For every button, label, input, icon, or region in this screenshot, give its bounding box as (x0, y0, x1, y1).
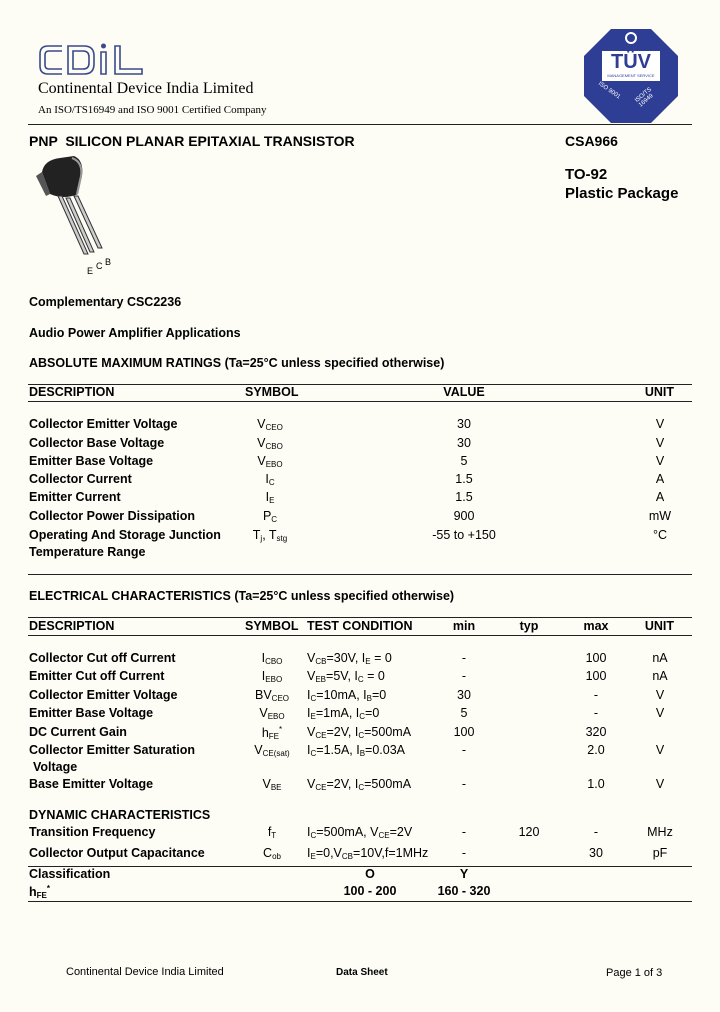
test-condition (307, 688, 386, 703)
elec-row (0, 825, 720, 843)
test-text: = 0 (363, 669, 385, 683)
elec-row (0, 777, 720, 795)
symbol-main: V (259, 706, 268, 720)
col-unit: UNIT (644, 619, 674, 633)
row-min: - (461, 777, 467, 791)
row-min: - (461, 846, 467, 860)
to92-package-drawing (28, 150, 128, 270)
symbol-sub: E (269, 496, 275, 505)
symbol-main: I (265, 472, 269, 486)
class-y-range: 160 - 320 (437, 884, 491, 898)
symbol (262, 651, 283, 666)
row-description: Emitter Base Voltage (29, 706, 154, 720)
test-text: V (307, 725, 316, 739)
elec-row (0, 725, 720, 743)
test-text: =0,V (315, 846, 342, 860)
complementary-note: Complementary CSC2236 (29, 295, 182, 309)
symbol (257, 417, 283, 432)
elec-top-rule (28, 617, 692, 618)
symbol-sub: CEO (271, 694, 290, 703)
test-sub: C (358, 731, 365, 740)
abs-max-row (0, 490, 720, 508)
row-unit: V (655, 417, 665, 431)
test-condition (307, 777, 411, 792)
test-text: =500mA, V (316, 825, 379, 839)
test-sub: C (357, 675, 364, 684)
row-unit: V (655, 454, 665, 468)
symbol-main: V (257, 417, 266, 431)
row-description: Operating And Storage Junction (29, 528, 221, 542)
symbol (265, 472, 274, 487)
certification-text: An ISO/TS16949 and ISO 9001 Certified Company (38, 104, 267, 116)
symbol-main: V (257, 436, 266, 450)
symbol (262, 669, 282, 684)
symbol-sub: EBO (265, 460, 283, 469)
col-test-condition: TEST CONDITION (307, 619, 413, 633)
row-unit: V (655, 706, 665, 720)
test-text: V (307, 651, 316, 665)
col-symbol: SYMBOL (245, 619, 299, 633)
col-description: DESCRIPTION (29, 619, 115, 633)
row-unit: mW (648, 509, 672, 523)
test-text: =5V, I (326, 669, 358, 683)
symbol (263, 509, 277, 524)
test-text: I (307, 743, 311, 757)
row-description: Collector Emitter Voltage (29, 688, 178, 702)
test-text: =0.03A (365, 743, 406, 757)
class-o-range: 100 - 200 (343, 884, 397, 898)
pin-label-c: C (96, 261, 103, 271)
row-unit: V (655, 743, 665, 757)
row-unit: V (655, 436, 665, 450)
elec-row (0, 688, 720, 706)
test-sub: CE (378, 831, 390, 840)
row-unit: nA (652, 651, 668, 665)
test-text: I (307, 846, 311, 860)
symbol-sub: C (268, 478, 275, 487)
col-symbol: SYMBOL (245, 385, 299, 399)
test-sub: E (310, 712, 316, 721)
test-text: =2V (389, 825, 413, 839)
test-condition (307, 651, 392, 666)
row-description: DC Current Gain (29, 725, 127, 739)
symbol-main: V (262, 777, 271, 791)
elec-row (0, 743, 720, 774)
test-sub: EB (315, 675, 327, 684)
elec-row (0, 651, 720, 669)
row-description: Collector Emitter Saturation (29, 743, 195, 757)
abs-max-row (0, 528, 720, 559)
elec-row (0, 706, 720, 724)
test-text: I (307, 706, 311, 720)
cdil-logo (38, 40, 148, 78)
symbol-main: C (263, 846, 273, 860)
test-condition (307, 743, 405, 758)
document-title: PNP SILICON PLANAR EPITAXIAL TRANSISTOR (29, 133, 355, 149)
row-value: 30 (457, 436, 471, 450)
col-typ: typ (519, 619, 539, 633)
elec-row (0, 669, 720, 687)
abs-max-row (0, 472, 720, 490)
test-text: =500mA (364, 725, 412, 739)
part-number: CSA966 (565, 133, 618, 149)
test-text: I (307, 688, 311, 702)
test-sub: C (310, 694, 317, 703)
row-unit: A (655, 472, 665, 486)
row-description: Emitter Base Voltage (29, 454, 154, 468)
symbol (268, 825, 276, 840)
test-text: =2V, I (326, 725, 359, 739)
test-sub: C (358, 783, 365, 792)
classification-bottom-rule (28, 901, 692, 902)
row-description: Collector Emitter Voltage (29, 417, 178, 431)
symbol-main-b: , T (262, 528, 277, 542)
test-condition (307, 846, 428, 861)
symbol-sub: EBO (267, 712, 285, 721)
symbol-main: V (254, 743, 263, 757)
row-description: Base Emitter Voltage (29, 777, 154, 791)
tuv-badge-iso2: ISO/TS 16949 (634, 86, 655, 109)
package-description: Plastic Package (565, 185, 679, 202)
test-condition (307, 825, 412, 840)
symbol-main: h (261, 726, 269, 741)
row-max: - (593, 706, 599, 720)
row-value: 900 (453, 509, 475, 523)
symbol (266, 490, 275, 505)
symbol (257, 454, 282, 469)
row-max: - (593, 825, 599, 839)
test-sub: E (365, 657, 371, 666)
symbol-main: T (252, 528, 261, 542)
abs-max-row (0, 436, 720, 454)
test-text: V (307, 669, 316, 683)
abs-max-heading: ABSOLUTE MAXIMUM RATINGS (Ta=25°C unless specified otherwise) (29, 356, 445, 370)
row-max: 100 (585, 651, 607, 665)
symbol-sub: CBO (265, 442, 283, 451)
test-sub: CB (341, 852, 354, 861)
dynamic-heading: DYNAMIC CHARACTERISTICS (29, 808, 211, 822)
symbol-main: P (262, 509, 272, 523)
test-text: =10mA, I (316, 688, 367, 702)
test-text: I (307, 825, 311, 839)
symbol-sub: C (271, 515, 278, 524)
row-value: -55 to +150 (432, 528, 496, 542)
elec-row (0, 846, 720, 864)
symbol-main: I (261, 669, 266, 683)
row-max: 100 (585, 669, 607, 683)
company-name: Continental Device India Limited (38, 80, 254, 97)
row-value: 1.5 (455, 472, 473, 486)
symbol (254, 743, 289, 758)
row-unit: nA (652, 669, 668, 683)
symbol-sub: CBO (265, 657, 283, 666)
row-description-line2: Temperature Range (29, 545, 146, 559)
test-text: =30V, I (326, 651, 366, 665)
row-value: 30 (457, 417, 471, 431)
classification-label: Classification (29, 867, 111, 881)
test-condition (307, 725, 411, 740)
pin-label-e: E (87, 266, 94, 276)
row-max: 2.0 (587, 743, 605, 757)
col-description: DESCRIPTION (29, 385, 115, 399)
abs-max-row (0, 509, 720, 527)
symbol (259, 706, 284, 721)
pin-label-b: B (105, 257, 112, 267)
symbol-main: V (257, 454, 266, 468)
symbol (263, 846, 281, 861)
test-sub: B (366, 694, 372, 703)
test-sub: C (310, 831, 317, 840)
test-sub: B (359, 749, 366, 758)
symbol-main: I (265, 490, 270, 504)
row-unit: V (655, 777, 665, 791)
test-text: =2V, I (326, 777, 359, 791)
row-min: 30 (457, 688, 471, 702)
symbol-sub-b: stg (276, 534, 288, 543)
row-description: Collector Base Voltage (29, 436, 165, 450)
row-value: 5 (460, 454, 468, 468)
class-y-label: Y (459, 867, 469, 881)
row-typ: 120 (518, 825, 540, 839)
row-description: Emitter Cut off Current (29, 669, 165, 683)
row-description: Collector Cut off Current (29, 651, 176, 665)
test-condition (307, 706, 379, 721)
test-text: =0 (371, 688, 387, 702)
test-text: =500mA (364, 777, 412, 791)
test-text: =1.5A, I (316, 743, 360, 757)
symbol-sub: FE (268, 732, 280, 742)
row-description-line2: Voltage (33, 760, 78, 774)
symbol-main: f (267, 825, 272, 839)
symbol-sub: EBO (265, 675, 283, 684)
abs-max-row (0, 454, 720, 472)
symbol-main: I (261, 651, 266, 665)
classification-hfe: $h_{FE}^*$ (29, 884, 50, 901)
row-description: Collector Power Dissipation (29, 509, 196, 523)
symbol-main: BV (254, 688, 272, 702)
symbol-sub: ob (272, 852, 281, 861)
test-sub: CE (315, 783, 327, 792)
row-min: 100 (453, 725, 475, 739)
tuv-badge-sub: MANAGEMENT SERVICE (607, 73, 655, 78)
test-sub: C (359, 712, 366, 721)
tuv-badge (582, 27, 680, 125)
classification-row (0, 867, 720, 885)
test-text: =1mA, I (315, 706, 360, 720)
row-min: - (461, 651, 467, 665)
footer-page: Page 1 of 3 (606, 967, 663, 979)
abs-max-row (0, 417, 720, 435)
test-sub: C (310, 749, 317, 758)
row-description: Emitter Current (29, 490, 121, 504)
row-description: Collector Output Capacitance (29, 846, 205, 860)
symbol (255, 688, 289, 703)
test-condition (307, 669, 385, 684)
row-max: 320 (585, 725, 607, 739)
row-description: Collector Current (29, 472, 132, 486)
cdil-logo-graphic (38, 40, 148, 78)
class-o-label: O (365, 867, 375, 881)
row-min: - (461, 743, 467, 757)
elec-heading: ELECTRICAL CHARACTERISTICS (Ta=25°C unless specified otherwise) (29, 589, 455, 603)
row-max: - (593, 688, 599, 702)
symbol-sub: BE (270, 783, 282, 792)
row-min: 5 (460, 706, 468, 720)
row-unit: °C (652, 528, 668, 542)
symbol-sup: * (279, 725, 283, 734)
abs-max-bottom-rule (28, 574, 692, 575)
tuv-badge-label: TÜV (611, 51, 651, 73)
test-sub: CB (315, 657, 327, 666)
test-text: =10V,f=1MHz (353, 846, 429, 860)
symbol (257, 436, 283, 451)
row-description: Transition Frequency (29, 825, 156, 839)
row-min: - (461, 669, 467, 683)
row-unit: pF (652, 846, 668, 860)
row-value: 1.5 (455, 490, 473, 504)
symbol-sub: CEO (265, 423, 283, 432)
col-max: max (583, 619, 609, 633)
row-unit: A (655, 490, 665, 504)
symbol-sub: T (271, 831, 277, 840)
package-type: TO-92 (565, 166, 608, 183)
symbol (253, 528, 287, 543)
col-unit: UNIT (644, 385, 674, 399)
row-max: 30 (589, 846, 603, 860)
test-text: V (307, 777, 316, 791)
symbol-sub: CE(sat) (262, 749, 290, 758)
test-sub: CE (315, 731, 327, 740)
col-value: VALUE (443, 385, 485, 399)
col-min: min (452, 619, 476, 633)
test-sub: E (310, 852, 316, 861)
footer-doc-type: Data Sheet (336, 967, 388, 978)
elec-header-rule (28, 635, 692, 636)
symbol (262, 777, 281, 792)
abs-max-header-rule (28, 401, 692, 402)
footer-company: Continental Device India Limited (66, 966, 224, 978)
row-min: - (461, 825, 467, 839)
symbol-sub: j (260, 534, 263, 543)
row-max: 1.0 (587, 777, 605, 791)
classification-hfe-row (0, 884, 720, 902)
test-text: = 0 (370, 651, 392, 665)
header-rule (28, 124, 692, 125)
application-note: Audio Power Amplifier Applications (29, 326, 241, 340)
tuv-badge-iso1: ISO 9001 (596, 80, 622, 101)
symbol (262, 725, 282, 741)
row-unit: V (655, 688, 665, 702)
test-text: =0 (365, 706, 380, 720)
row-unit: MHz (647, 825, 673, 839)
to92-graphic (28, 150, 128, 270)
